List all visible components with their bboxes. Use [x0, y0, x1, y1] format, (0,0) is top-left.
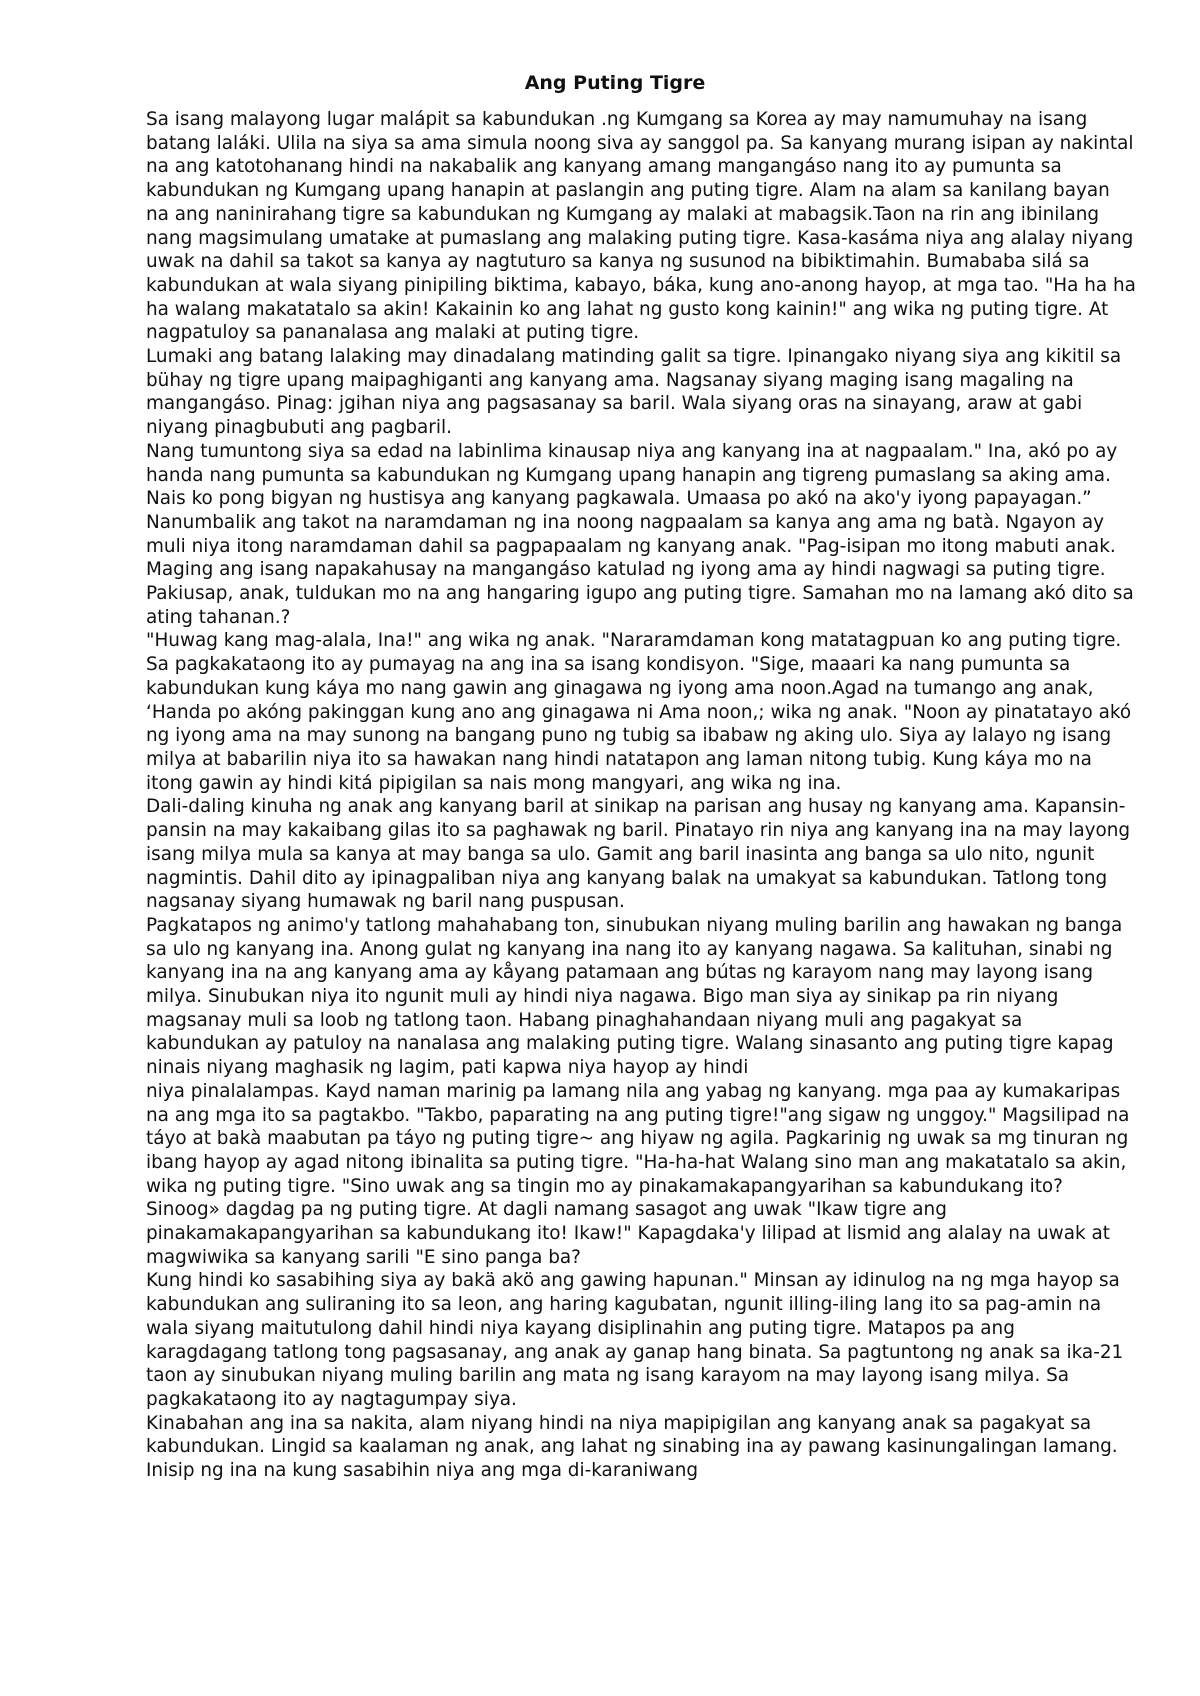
paragraph-6: Dali-daling kinuha ng anak ang kanyang baril at sinikap na parisan ang husay ng kanyang ama. Kapansin-pansin na may kakaibang gilas ito sa paghawak ng baril. Pinatayo rin niya ang kanyang ina na may layong isang milya mula sa kanya at may banga sa ulo. Gamit ang baril inasinta ang banga sa ulo nito, ngunit nagmintis. Dahil dito ay ipinagpaliban niya ang kanyang balak na umakyat sa kabundukan. Tatlong tong nagsanay siyang humawak ng baril nang puspusan.: [146, 796, 1131, 913]
document-title: Ang Puting Tigre: [524, 72, 706, 94]
document-body: [146, 108, 1136, 1483]
paragraph-4: Nanumbalik ang takot na naramdaman ng ina noong nagpaalam sa kanya ang ama ng batà. Ngayon ay muli niya itong naramdaman dahil sa pagpapaalam ng kanyang anak. "Pag-isipan mo itong mabuti anak. Maging ang isang napakahusay na mangangáso katulad ng iyong ama ay hindi nagwagi sa puting tigre. Pakiusap, anak, tuldukan mo na ang hangaring igupo ang puting tigre. Samahan mo na lamang akó dito sa ating tahanan.?: [146, 511, 1134, 628]
paragraph-10: Kinabahan ang ina sa nakita, alam niyang hindi na niya mapipigilan ang kanyang anak sa pagakyat sa kabundukan. Lingid sa kaalaman ng anak, ang lahat ng sinabing ina ay pawang kasinungalingan lamang. Inisip ng ina na kung sasabihin niya ang mga di-karaniwang: [146, 1412, 1118, 1482]
paragraph-5: "Huwag kang mag-alala, Ina!" ang wika ng anak. "Nararamdaman kong matatagpuan ko ang puting tigre. Sa pagkakataong ito ay pumayag na ang ina sa isang kondisyon. "Sige, maaari ka nang pumunta sa kabundukan kung káya mo nang gawin ang ginagawa ng iyong ama noon.Agad na tumango ang anak, ‘Handa po akóng pakinggan kung ano ang ginagawa ni Ama noon,; wika ng anak. "Noon ay pinatatayo akó ng iyong ama na may sunong na bangang puno ng tubig sa ibabaw ng aking ulo. Siya ay lalayo ng isang milya at babarilin niya ito sa hawakan nang hindi natatapon ang laman nitong tubig. Kung káya mo na itong gawin ay hindi kitá pipigilan sa nais mong mangyari, ang wika ng ina.: [146, 630, 1132, 794]
paragraph-9: Kung hindi ko sasabihing siya ay bakä akö ang gawing hapunan." Minsan ay idinulog na ng mga hayop sa kabundukan ang suliraning ito sa leon, ang haring kagubatan, ngunit illing-iling lang ito sa pag-amin na wala siyang maitutulong dahil hindi niya kayang disiplinahin ang puting tigre. Matapos pa ang karagdagang tatlong tong pagsasanay, ang anak ay ganap hang binata. Sa pagtuntong ng anak sa ika-21 taon ay sinubukan niyang muling barilin ang mata ng isang karayom na may layong isang milya. Sa pagkakataong ito ay nagtagumpay siya.: [146, 1270, 1124, 1410]
paragraph-7: Pagkatapos ng animo'y tatlong mahahabang ton, sinubukan niyang muling barilin ang hawakan ng banga sa ulo ng kanyang ina. Anong gulat ng kanyang ina nang ito ay kanyang nagawa. Sa kalituhan, sinabi ng kanyang ina na ang kanyang ama ay kåyang patamaan ang bútas ng karayom nang may layong isang milya. Sinubukan niya ito ngunit muli ay hindi niya nagawa. Bigo man siya ay sinikap pa rin niyang magsanay muli sa loob ng tatlong taon. Habang pinaghahandaan niyang muli ang pagakyat sa kabundukan ay patuloy na nanalasa ang malaking puting tigre. Walang sinasanto ang puting tigre kapag ninais niyang maghasik ng lagim, pati kapwa niya hayop ay hindi: [146, 914, 1123, 1079]
paragraph-3: Nang tumuntong siya sa edad na labinlima kinausap niya ang kanyang ina at nagpaalam." Ina, akó po ay handa nang pumunta sa kabundukan ng Kumgang upang hanapin ang tigreng pumaslang sa aking ama. Nais ko pong bigyan ng hustisya ang kanyang pagkawala. Umaasa po akó na ako'y iyong papayagan.”: [146, 440, 1118, 510]
paragraph-8: niya pinalalampas. Kayd naman marinig pa lamang nila ang yabag ng kanyang. mga paa ay kumakaripas na ang mga ito sa pagtakbo. "Takbo, paparating na ang puting tigre!"ang sigaw ng unggoy." Magsilipad na táyo at bakà maabutan pa táyo ng puting tigre~ ang hiyaw ng agila. Pagkarinig ng uwak sa mg tinuran ng ibang hayop ay agad nitong ibinalita sa puting tigre. "Ha-ha-hat Walang sino man ang makatatalo sa akin, wika ng puting tigre. "Sino uwak ang sa tingin mo ay pinakamakapangyarihan sa kabundukang ito? Sinoog» dagdag pa ng puting tigre. At dagli namang sasagot ang uwak "Ikaw tigre ang pinakamakapangyarihan sa kabundukang ito! Ikaw!" Kapagdaka'y lilipad at lismid ang alalay na uwak at magwiwika sa kanyang sarili "E sino panga ba?: [146, 1080, 1130, 1268]
paragraph-2: Lumaki ang batang lalaking may dinadalang matinding galit sa tigre. Ipinangako niyang siya ang kikitil sa bühay ng tigre upang maipaghiganti ang kanyang ama. Nagsanay siyang maging isang magaling na mangangáso. Pinag: jgihan niya ang pagsasanay sa baril. Wala siyang oras na sinayang, araw at gabi niyang pinagbubuti ang pagbaril.: [146, 346, 1122, 439]
paragraph-1: Sa isang malayong lugar malápit sa kabundukan .ng Kumgang sa Korea ay may namumuhay na isang batang laláki. Ulila na siya sa ama simula noong siva ay sanggol pa. Sa kanyang murang isipan ay nakintal na ang katotohanang hindi na nakabalik ang kanyang amang mangangáso nang ito ay pumunta sa kabundukan ng Kumgang upang hanapin at paslangin ang puting tigre. Alam na alam sa kanilang bayan na ang naninirahang tigre sa kabundukan ng Kumgang ay malaki at mabagsik.Taon na rin ang ibinilang nang magsimulang umatake at pumaslang ang malaking puting tigre. Kasa-kasáma niya ang alalay niyang uwak na dahil sa takot sa kanya ay nagtuturo sa kanya ng susunod na bibiktimahin. Bumababa silá sa kabundukan at wala siyang pinipiling biktima, kabayo, báka, kung ano-anong hayop, at mga tao. "Ha ha ha ha walang makatatalo sa akin! Kakainin ko ang lahat ng gusto kong kainin!" ang wika ng puting tigre. At nagpatuloy sa pananalasa ang malaki at puting tigre.: [146, 109, 1136, 344]
